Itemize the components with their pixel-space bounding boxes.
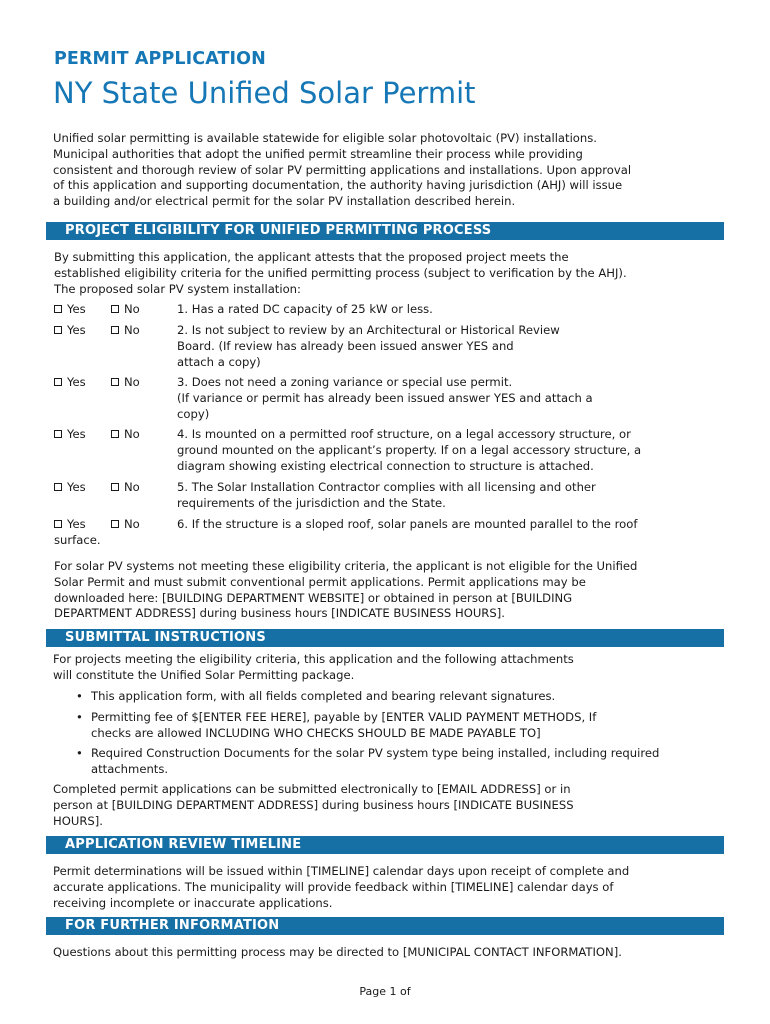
yes-checkbox-1[interactable]: Yes — [54, 302, 86, 318]
yes-checkbox-2[interactable]: Yes — [54, 323, 86, 339]
no-checkbox-2[interactable]: No — [111, 323, 140, 339]
checkbox-icon — [111, 520, 119, 528]
checkbox-icon — [54, 483, 62, 491]
checkbox-icon — [111, 378, 119, 386]
section-heading-submittal: SUBMITTAL INSTRUCTIONS — [46, 629, 724, 647]
yes-checkbox-5[interactable]: Yes — [54, 480, 86, 496]
no-checkbox-1[interactable]: No — [111, 302, 140, 318]
no-checkbox-6[interactable]: No — [111, 517, 140, 533]
checkbox-icon — [111, 483, 119, 491]
list-item: • This application form, with all fields completed and bearing relevant signatures. — [76, 689, 716, 705]
yes-checkbox-3[interactable]: Yes — [54, 375, 86, 391]
document-title: NY State Unified Solar Permit — [53, 76, 476, 110]
eligibility-item-4: 4. Is mounted on a permitted roof structure, on a legal accessory structure, or ground mounted on the applicant’s property. If on a legal accessory structure, a diagram showing existing electrical connection to structure is attached. — [177, 427, 642, 473]
document-kicker: PERMIT APPLICATION — [54, 49, 266, 69]
eligibility-item-5: 5. The Solar Installation Contractor complies with all licensing and other requirements of the jurisdiction and the State. — [177, 480, 596, 510]
eligibility-item-2: 2. Is not subject to review by an Architectural or Historical Review Board. (If review has already been issued answer YES and attach a copy) — [177, 323, 560, 369]
no-checkbox-3[interactable]: No — [111, 375, 140, 391]
checkbox-icon — [54, 520, 62, 528]
section-heading-info: FOR FURTHER INFORMATION — [46, 917, 724, 935]
section-heading-timeline: APPLICATION REVIEW TIMELINE — [46, 836, 724, 854]
submittal-lead: For projects meeting the eligibility criteria, this application and the following attachments will constitute the Unified Solar Permitting package. — [53, 652, 574, 682]
eligibility-item-3: 3. Does not need a zoning variance or special use permit. (If variance or permit has already been issued answer YES and attach a copy) — [177, 375, 593, 421]
eligibility-lead: By submitting this application, the applicant attests that the proposed project meets the established eligibility criteria for the unified permitting process (subject to verification by the AHJ). The proposed solar PV system installation: — [54, 250, 627, 296]
eligibility-item-1: 1. Has a rated DC capacity of 25 kW or less. — [177, 302, 433, 316]
info-body: Questions about this permitting process may be directed to [MUNICIPAL CONTACT INFORMATION]. — [53, 945, 622, 959]
yes-checkbox-4[interactable]: Yes — [54, 427, 86, 443]
checkbox-icon — [54, 326, 62, 334]
checkbox-icon — [111, 326, 119, 334]
intro-paragraph: Unified solar permitting is available statewide for eligible solar photovoltaic (PV) installations. Municipal authorities that adopt the unified permit streamline their process while providing consistent and thorough review of solar PV permitting applications and installations. Upon approval of this application and supporting documentation, the authority having jurisdiction (AHJ) will issue a building and/or electrical permit for the solar PV installation described herein. — [53, 131, 632, 209]
submittal-closing: Completed permit applications can be submitted electronically to [EMAIL ADDRESS] or in person at [BUILDING DEPARTMENT ADDRESS] during business hours [INDICATE BUSINESS HOURS]. — [53, 782, 574, 828]
checkbox-icon — [111, 430, 119, 438]
checkbox-icon — [54, 305, 62, 313]
no-checkbox-5[interactable]: No — [111, 480, 140, 496]
eligibility-item-6-wrap: surface. — [54, 533, 101, 547]
list-item: • Required Construction Documents for the solar PV system type being installed, including required attachments. — [76, 746, 716, 778]
checkbox-icon — [54, 378, 62, 386]
no-checkbox-4[interactable]: No — [111, 427, 140, 443]
yes-checkbox-6[interactable]: Yes — [54, 517, 86, 533]
timeline-body: Permit determinations will be issued within [TIMELINE] calendar days upon receipt of complete and accurate applications. The municipality will provide feedback within [TIMELINE] calendar days of receiving incomplete or inaccurate applications. — [53, 864, 630, 910]
eligibility-closing: For solar PV systems not meeting these eligibility criteria, the applicant is not eligible for the Unified Solar Permit and must submit conventional permit applications. Permit applications may be downloaded here: [BUILDING DEPARTMENT WEBSITE] or obtained in person at [BUILDING DEPARTMENT ADDRESS] during business hours [INDICATE BUSINESS HOURS]. — [54, 559, 638, 621]
page-number: Page 1 of — [359, 985, 411, 998]
section-heading-eligibility: PROJECT ELIGIBILITY FOR UNIFIED PERMITTING PROCESS — [46, 222, 724, 240]
list-item: • Permitting fee of $[ENTER FEE HERE], payable by [ENTER VALID PAYMENT METHODS, If checks are allowed INCLUDING WHO CHECKS SHOULD BE MADE PAYABLE TO] — [76, 710, 716, 742]
checkbox-icon — [111, 305, 119, 313]
checkbox-icon — [54, 430, 62, 438]
eligibility-item-6: 6. If the structure is a sloped roof, solar panels are mounted parallel to the roof — [177, 517, 638, 531]
submittal-bullet-list — [76, 689, 716, 783]
